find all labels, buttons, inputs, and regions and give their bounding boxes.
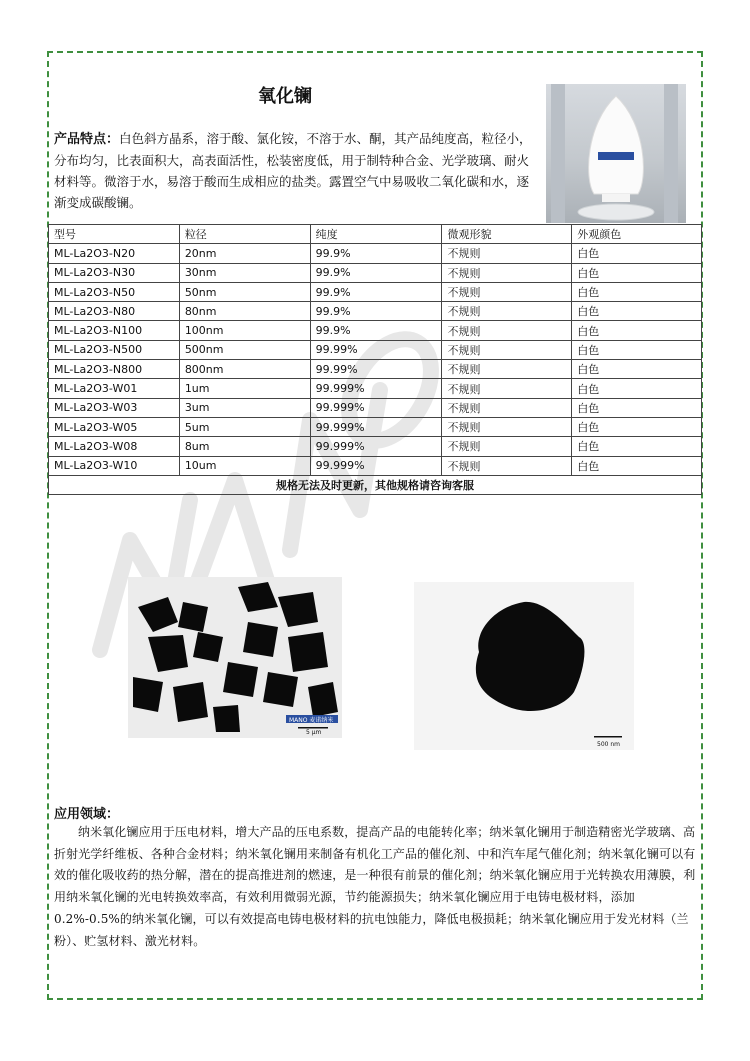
cell-purity: 99.999%	[310, 456, 442, 475]
cell-model: ML-La2O3-W05	[49, 417, 180, 436]
particle-cluster-image	[128, 577, 342, 738]
header-morphology: 微观形貌	[442, 225, 572, 244]
cell-model: ML-La2O3-N100	[49, 321, 180, 340]
table-row	[49, 360, 702, 379]
tem-micrograph	[414, 582, 634, 750]
cell-model: ML-La2O3-N80	[49, 302, 180, 321]
cell-purity: 99.999%	[310, 398, 442, 417]
product-photo	[546, 84, 686, 223]
table-row	[49, 244, 702, 263]
cell-purity: 99.9%	[310, 321, 442, 340]
cell-size: 500nm	[179, 340, 310, 359]
cell-size: 10um	[179, 456, 310, 475]
header-size: 粒径	[179, 225, 310, 244]
cell-model: ML-La2O3-W01	[49, 379, 180, 398]
cell-color: 白色	[572, 321, 702, 340]
cell-color: 白色	[572, 302, 702, 321]
application-label: 应用领域：	[54, 807, 120, 822]
cell-purity: 99.99%	[310, 340, 442, 359]
cell-size: 80nm	[179, 302, 310, 321]
cell-morphology: 不规则	[442, 360, 572, 379]
cell-morphology: 不规则	[442, 263, 572, 282]
cell-purity: 99.9%	[310, 282, 442, 301]
single-particle-image	[414, 582, 634, 750]
cell-morphology: 不规则	[442, 437, 572, 456]
cell-size: 5um	[179, 417, 310, 436]
cell-purity: 99.99%	[310, 360, 442, 379]
cell-model: ML-La2O3-W08	[49, 437, 180, 456]
header-model: 型号	[49, 225, 180, 244]
cell-color: 白色	[572, 456, 702, 475]
sem-scale-label: 5 μm	[306, 729, 322, 736]
table-row	[49, 437, 702, 456]
cell-morphology: 不规则	[442, 321, 572, 340]
cell-morphology: 不规则	[442, 379, 572, 398]
cell-color: 白色	[572, 417, 702, 436]
table-note: 规格无法及时更新，其他规格请咨询客服	[49, 475, 702, 494]
cell-morphology: 不规则	[442, 417, 572, 436]
cell-size: 1um	[179, 379, 310, 398]
cell-size: 800nm	[179, 360, 310, 379]
header-purity: 纯度	[310, 225, 442, 244]
cell-size: 30nm	[179, 263, 310, 282]
sem-micrograph	[128, 577, 342, 738]
cell-model: ML-La2O3-N800	[49, 360, 180, 379]
sem-brand-label: MANO 麦诺纳米	[289, 717, 334, 724]
cell-model: ML-La2O3-W10	[49, 456, 180, 475]
cell-color: 白色	[572, 282, 702, 301]
cell-morphology: 不规则	[442, 340, 572, 359]
cell-color: 白色	[572, 360, 702, 379]
cell-size: 50nm	[179, 282, 310, 301]
cell-color: 白色	[572, 340, 702, 359]
features-text: 白色斜方晶系，溶于酸、氯化铵，不溶于水、酮，其产品纯度高，粒径小，分布均匀，比表面积大，高表面活性，松装密度低，用于制特种合金、光学玻璃、耐火材料等。微溶于水，易溶于酸而生成相应的盐类。露置空气中易吸收二氧化碳和水，逐渐变成碳酸镧。	[54, 131, 532, 210]
cell-model: ML-La2O3-W03	[49, 398, 180, 417]
powder-bottle-illustration	[546, 84, 686, 223]
spec-table	[48, 224, 702, 495]
table-row	[49, 302, 702, 321]
table-row	[49, 398, 702, 417]
cell-color: 白色	[572, 263, 702, 282]
cell-purity: 99.999%	[310, 379, 442, 398]
table-note-row	[49, 475, 702, 494]
cell-model: ML-La2O3-N50	[49, 282, 180, 301]
table-row	[49, 321, 702, 340]
cell-morphology: 不规则	[442, 456, 572, 475]
cell-morphology: 不规则	[442, 282, 572, 301]
product-features	[54, 128, 536, 213]
table-row	[49, 379, 702, 398]
cell-purity: 99.9%	[310, 244, 442, 263]
page-title: 氧化镧	[258, 86, 312, 107]
table-row	[49, 417, 702, 436]
table-row	[49, 456, 702, 475]
cell-morphology: 不规则	[442, 302, 572, 321]
table-row	[49, 263, 702, 282]
table-row	[49, 282, 702, 301]
cell-purity: 99.9%	[310, 263, 442, 282]
header-color: 外观颜色	[572, 225, 702, 244]
tem-scale-label: 500 nm	[597, 741, 621, 748]
cell-purity: 99.999%	[310, 417, 442, 436]
table-row	[49, 340, 702, 359]
cell-model: ML-La2O3-N20	[49, 244, 180, 263]
cell-size: 100nm	[179, 321, 310, 340]
cell-color: 白色	[572, 379, 702, 398]
application-text: 纳米氧化镧应用于压电材料，增大产品的压电系数，提高产品的电能转化率；纳米氧化镧用于制造精密光学玻璃、高折射光学纤维板、各种合金材料；纳米氧化镧用来制备有机化工产品的催化剂、中和汽车尾气催化剂；纳米氧化镧可以有效的催化吸收药的热分解，潜在的提高推进剂的燃速，是一种很有前景的催化剂；纳米氧化镧应用于光转换农用薄膜，利用纳米氧化镧的光电转换效率高，有效利用微弱光源，节约能源损失；纳米氧化镧应用于电铸电极材料，添加 0.2%-0.5%的纳米氧化镧，可以有效提高电铸电极材料的抗电蚀能力，降低电极损耗；纳米氧化镧应用于发光材料（兰粉）、贮氢材料、激光材料。	[54, 825, 696, 948]
table-header-row	[49, 225, 702, 244]
cell-model: ML-La2O3-N500	[49, 340, 180, 359]
cell-size: 8um	[179, 437, 310, 456]
cell-morphology: 不规则	[442, 244, 572, 263]
cell-morphology: 不规则	[442, 398, 572, 417]
features-label: 产品特点：	[54, 132, 120, 147]
cell-purity: 99.9%	[310, 302, 442, 321]
cell-size: 20nm	[179, 244, 310, 263]
cell-model: ML-La2O3-N30	[49, 263, 180, 282]
cell-purity: 99.999%	[310, 437, 442, 456]
cell-color: 白色	[572, 437, 702, 456]
cell-color: 白色	[572, 398, 702, 417]
cell-size: 3um	[179, 398, 310, 417]
cell-color: 白色	[572, 244, 702, 263]
